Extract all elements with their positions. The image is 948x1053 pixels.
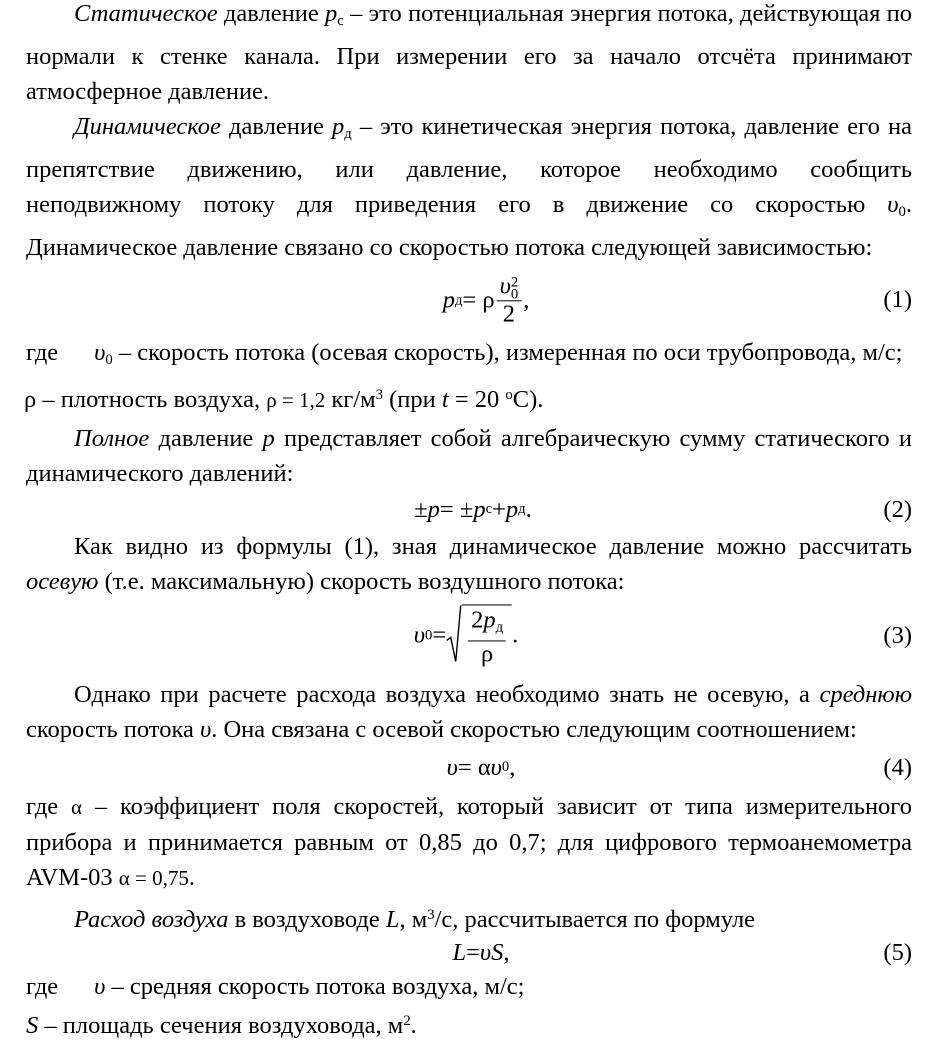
text: ,	[523, 286, 530, 314]
text: .	[188, 863, 196, 891]
symbol-v: υ	[446, 753, 458, 781]
text: – это потенциальная энергия потока, действующая по нормали к стенке канала. При измерении его за начало отсчёта принимают атмосферное давление.	[26, 0, 912, 106]
formula-3	[26, 599, 912, 673]
text: где	[26, 339, 59, 367]
symbol-v: υ	[479, 938, 492, 966]
text: .	[512, 621, 519, 649]
formula-1-expression	[443, 274, 530, 327]
text: – средняя скорость потока воздуха, м/с;	[105, 972, 525, 1000]
text: давление	[149, 424, 263, 452]
fraction-denominator: ρ	[481, 640, 494, 668]
definition-S	[26, 1004, 912, 1043]
text: . Динамическое давление связано со скоростью потока следующей зависимостью:	[26, 191, 912, 262]
fraction	[468, 607, 506, 667]
text: ,	[503, 938, 510, 966]
symbol-v: υ	[490, 753, 502, 781]
symbol-p: p	[427, 495, 440, 523]
term-axial: осевую	[26, 567, 99, 595]
text: ρ = 1,2	[266, 388, 326, 413]
text: +	[492, 495, 506, 523]
subscript: 0	[424, 627, 433, 644]
symbol-L: L	[385, 905, 400, 933]
text: =	[466, 938, 480, 966]
symbol-p: p	[262, 424, 275, 452]
text: Как видно из формулы (1), зная динамическое давление можно рассчитать	[74, 532, 912, 560]
text: /с, рассчитывается по формуле	[434, 905, 756, 933]
symbol-v: υ	[499, 272, 511, 300]
term-static: Статическое	[74, 0, 218, 27]
subscript: с	[337, 13, 344, 30]
formula-5	[26, 937, 912, 969]
text: ±	[414, 495, 428, 523]
text: = ρ	[462, 286, 495, 314]
symbol-t: t	[441, 386, 449, 414]
equation-number: (2)	[883, 495, 912, 523]
formula-3-expression	[414, 604, 519, 667]
formula-2	[26, 491, 912, 529]
term-air-flow: Расход воздуха	[74, 905, 229, 933]
text: 2	[471, 605, 484, 633]
subscript: 0	[510, 286, 519, 303]
text: .	[525, 495, 532, 523]
symbol-L: L	[452, 938, 467, 966]
text: = ±	[439, 495, 474, 523]
superscript: 3	[375, 387, 384, 404]
text: = α	[457, 753, 491, 781]
equation-number: (4)	[883, 753, 912, 781]
fraction-numerator	[468, 607, 506, 641]
text: (т.е. максимальную) скорость воздушного потока:	[98, 567, 625, 595]
text: . Она связана с осевой скоростью следующим соотношением:	[211, 715, 857, 743]
equation-number: (3)	[883, 621, 912, 649]
text: в воздуховоде	[228, 905, 386, 933]
text: α = 0,75	[118, 865, 189, 890]
superscript: 3	[427, 906, 435, 923]
square-root	[446, 604, 512, 667]
subscript: д	[495, 619, 504, 636]
text: где	[26, 792, 72, 820]
text: кг/м	[325, 386, 376, 414]
paragraph-axial-velocity	[26, 529, 912, 599]
symbol-p: p	[505, 495, 519, 523]
symbol-v: υ	[94, 339, 106, 367]
text: С).	[512, 386, 544, 414]
subscript: с	[485, 501, 493, 518]
symbol-v: υ	[413, 621, 425, 649]
superscript: 2	[510, 274, 519, 291]
paragraph-static-pressure	[26, 0, 912, 109]
text: .	[410, 1011, 417, 1039]
definition-alpha	[26, 789, 912, 896]
text: где	[26, 972, 59, 1000]
term-dynamic: Динамическое	[74, 113, 221, 141]
superscript: 2	[403, 1012, 411, 1029]
term-mean: среднюю	[819, 680, 912, 708]
text: скорость потока	[26, 715, 200, 743]
text: , м	[399, 905, 428, 933]
radicand	[462, 604, 512, 667]
radical-sign-icon	[446, 604, 462, 664]
paragraph-mean-velocity	[26, 677, 912, 747]
formula-1	[26, 265, 912, 335]
subscript: 0	[501, 759, 510, 776]
subscript: д	[518, 501, 526, 518]
text: – скорость потока (осевая скорость), измеренная по оси трубопровода, м/с;	[112, 339, 903, 367]
paragraph-dynamic-pressure	[26, 109, 912, 265]
text: представляет собой алгебраическую сумму статического и динамического давлений:	[26, 424, 912, 487]
symbol-p: p	[483, 605, 496, 633]
text: – коэффициент поля скоростей, который зависит от типа измерительного прибора и принимается равным от 0,85 до 0,7; для цифрового термоанемометра AVM-03	[26, 792, 912, 891]
definition-rho	[24, 378, 912, 418]
text: – это кинетическая энергия потока, давление его на препятствие движению, или давление, которое необходимо сообщить неподвижному потоку для приведения его в движение со скоростью	[26, 113, 912, 219]
subscript: 0	[898, 204, 906, 221]
subscript: д	[344, 126, 352, 143]
symbol-p: p	[473, 495, 486, 523]
text: ρ – плотность воздуха,	[24, 386, 267, 414]
definition-v0	[26, 335, 912, 378]
text: давление	[220, 113, 332, 141]
term-total: Полное	[74, 424, 150, 452]
subscript: 0	[105, 352, 113, 369]
symbol-p: p	[331, 113, 345, 141]
formula-2-expression	[414, 496, 532, 524]
text: =	[432, 621, 447, 649]
superscript: о	[505, 387, 513, 404]
symbol-p: p	[442, 286, 455, 314]
text: – площадь сечения воздуховода, м	[38, 1011, 404, 1039]
symbol-alpha: α	[71, 794, 83, 819]
equation-number: (5)	[883, 938, 912, 966]
fraction-denominator: 2	[502, 300, 516, 328]
symbol-v: υ	[887, 191, 899, 219]
text: = 20	[448, 386, 506, 414]
paragraph-total-pressure	[26, 421, 912, 491]
symbol-p: p	[325, 0, 338, 27]
symbol-v: υ	[199, 715, 212, 743]
symbol-v: υ	[94, 972, 106, 1000]
definition-v	[26, 969, 912, 1004]
text: ,	[509, 753, 516, 781]
formula-5-expression	[452, 939, 509, 967]
text: Однако при расчете расхода воздуха необходимо знать не осевую, а	[74, 680, 820, 708]
fraction-numerator	[497, 274, 522, 301]
text: давление	[217, 0, 326, 27]
symbol-S: S	[26, 1011, 39, 1039]
equation-number: (1)	[883, 286, 912, 314]
formula-4-expression	[447, 754, 516, 782]
symbol-S: S	[491, 938, 504, 966]
text: (при	[383, 386, 442, 414]
subscript: д	[454, 291, 463, 308]
fraction	[497, 274, 522, 327]
formula-4	[26, 747, 912, 789]
paragraph-air-flow	[26, 898, 912, 937]
